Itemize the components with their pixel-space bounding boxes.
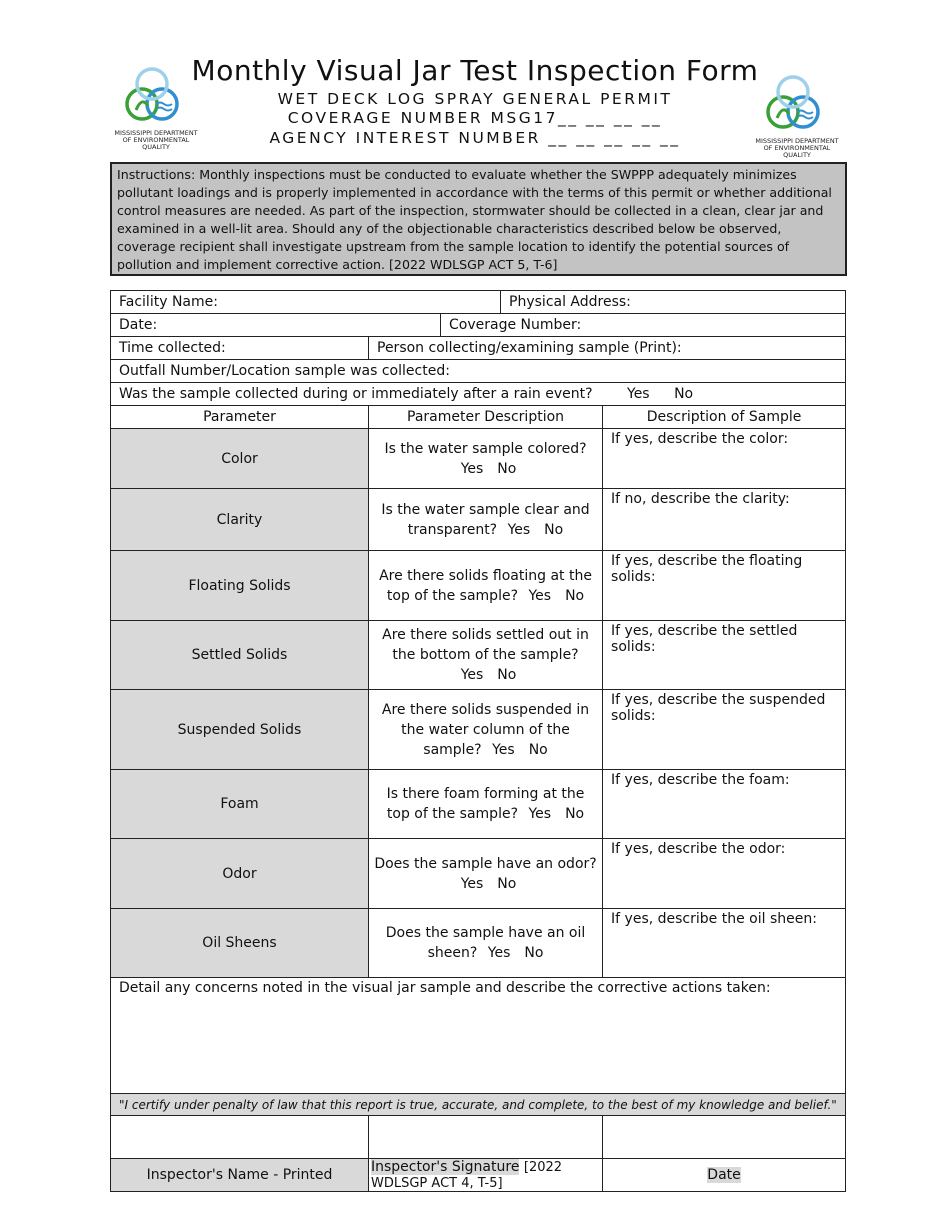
no-option[interactable]: No: [497, 460, 517, 477]
sample-description-field[interactable]: If yes, describe the color:: [603, 429, 846, 489]
parameter-row: [111, 621, 846, 690]
inspector-name-label: Inspector's Name - Printed: [111, 1159, 369, 1192]
parameter-name: Foam: [111, 770, 369, 839]
parameter-description: [369, 839, 603, 909]
yes-option[interactable]: Yes: [528, 587, 552, 604]
header-description: Parameter Description: [369, 406, 603, 429]
parameter-description: [369, 909, 603, 978]
parameter-question: Are there solids suspended in the water column of the sample?: [381, 701, 590, 758]
coverage-number-field[interactable]: Coverage Number:: [441, 314, 846, 337]
parameter-description: [369, 621, 603, 690]
instructions-box: Instructions: Monthly inspections must be conducted to evaluate whether the SWPPP adequately minimizes pollutant loadings and is properly implemented in accordance with the terms of this permit or whether additional control measures are needed. As part of the inspection, stormwater should be collected in a clean, clear jar and examined in a well-lit area. Should any of the objectionable characteristics described below be observed, coverage recipient shall investigate upstream from the sample location to identify the potential sources of pollution and implement corrective action. [2022 WDLSGP ACT 5, T-6]: [110, 162, 847, 276]
date-field[interactable]: Date:: [111, 314, 441, 337]
no-option[interactable]: No: [497, 875, 517, 892]
signature-citation: [2022 WDLSGP ACT 4, T-5]: [371, 1160, 563, 1191]
inspector-signature-input[interactable]: [369, 1116, 603, 1159]
sample-description-field[interactable]: If yes, describe the settled solids:: [603, 621, 846, 690]
certification-statement: "I certify under penalty of law that this report is true, accurate, and complete, to the best of my knowledge and belief.": [111, 1094, 846, 1116]
yes-option[interactable]: Yes: [492, 741, 515, 758]
sample-description-field[interactable]: If yes, describe the odor:: [603, 839, 846, 909]
parameter-name: Floating Solids: [111, 551, 369, 621]
rain-event-label: Was the sample collected during or immediately after a rain event?: [119, 386, 593, 402]
outfall-field[interactable]: Outfall Number/Location sample was collected:: [111, 360, 846, 383]
parameter-row: [111, 429, 846, 489]
sample-description-field[interactable]: If yes, describe the oil sheen:: [603, 909, 846, 978]
yes-option[interactable]: Yes: [528, 806, 552, 822]
parameter-name: Oil Sheens: [111, 909, 369, 978]
rain-yes-option[interactable]: Yes: [627, 386, 650, 402]
rain-event-question: [111, 383, 846, 406]
header-parameter: Parameter: [111, 406, 369, 429]
rain-no-option[interactable]: No: [674, 386, 694, 402]
parameter-row: [111, 839, 846, 909]
facility-name-field[interactable]: Facility Name:: [111, 291, 501, 314]
yes-option[interactable]: Yes: [460, 875, 484, 892]
permit-subtitle: WET DECK LOG SPRAY GENERAL PERMIT: [277, 90, 673, 108]
parameter-description: [369, 551, 603, 621]
yes-option[interactable]: Yes: [507, 521, 531, 538]
parameter-question: Is the water sample clear and transparent?: [381, 501, 590, 538]
header-sample: Description of Sample: [603, 406, 846, 429]
sample-description-field[interactable]: If yes, describe the foam:: [603, 770, 846, 839]
inspector-signature-label: Inspector's Signature: [371, 1159, 520, 1175]
parameter-name: Odor: [111, 839, 369, 909]
yes-option[interactable]: Yes: [487, 945, 511, 961]
parameter-question: Is the water sample colored?: [384, 440, 587, 457]
sample-description-field[interactable]: If yes, describe the suspended solids:: [603, 690, 846, 770]
parameter-question: Are there solids floating at the top of the sample?: [379, 567, 592, 604]
parameter-description: [369, 690, 603, 770]
no-option[interactable]: No: [565, 587, 585, 604]
no-option[interactable]: No: [524, 945, 544, 961]
parameter-row: [111, 690, 846, 770]
parameter-description: [369, 429, 603, 489]
date-label-cell: [603, 1159, 846, 1192]
coverage-number-line: COVERAGE NUMBER MSG17__ __ __ __: [287, 109, 663, 127]
form-title: Monthly Visual Jar Test Inspection Form: [191, 54, 759, 87]
inspection-date-input[interactable]: [603, 1116, 846, 1159]
parameter-row: [111, 770, 846, 839]
parameter-description: [369, 770, 603, 839]
agency-interest-line: AGENCY INTEREST NUMBER __ __ __ __ __: [269, 129, 681, 147]
sample-description-field[interactable]: If yes, describe the floating solids:: [603, 551, 846, 621]
parameter-question: Is there foam forming at the top of the sample?: [386, 786, 585, 822]
parameter-description: [369, 489, 603, 551]
parameter-question: Are there solids settled out in the bottom of the sample?: [382, 627, 589, 663]
person-collecting-field[interactable]: Person collecting/examining sample (Print):: [369, 337, 846, 360]
physical-address-field[interactable]: Physical Address:: [501, 291, 846, 314]
sample-description-field[interactable]: If no, describe the clarity:: [603, 489, 846, 551]
parameter-name: Color: [111, 429, 369, 489]
parameter-row: [111, 489, 846, 551]
inspector-name-input[interactable]: [111, 1116, 369, 1159]
parameter-row: [111, 551, 846, 621]
concerns-field[interactable]: Detail any concerns noted in the visual jar sample and describe the corrective actions taken:: [111, 978, 846, 1094]
parameter-name: Clarity: [111, 489, 369, 551]
no-option[interactable]: No: [544, 521, 564, 538]
yes-option[interactable]: Yes: [460, 667, 484, 683]
yes-option[interactable]: Yes: [460, 460, 484, 477]
logo-caption: MISSISSIPPI DEPARTMENT OF ENVIRONMENTAL QUALITY: [114, 129, 198, 151]
parameter-name: Settled Solids: [111, 621, 369, 690]
no-option[interactable]: No: [497, 667, 517, 683]
date-label: Date: [707, 1167, 741, 1183]
parameter-question: Does the sample have an odor?: [374, 855, 597, 872]
parameter-row: [111, 909, 846, 978]
signature-label-cell: [369, 1159, 603, 1192]
time-collected-field[interactable]: Time collected:: [111, 337, 369, 360]
parameter-question: Does the sample have an oil sheen?: [385, 925, 586, 961]
no-option[interactable]: No: [528, 741, 548, 758]
logo-caption: MISSISSIPPI DEPARTMENT OF ENVIRONMENTAL QUALITY: [755, 137, 839, 159]
no-option[interactable]: No: [565, 806, 585, 822]
inspection-table: [110, 290, 846, 1192]
parameter-name: Suspended Solids: [111, 690, 369, 770]
